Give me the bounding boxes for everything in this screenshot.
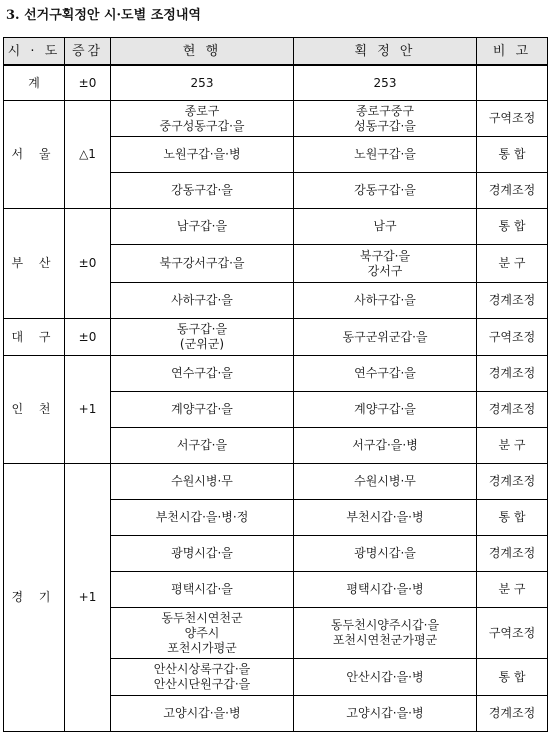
total-row (4, 65, 548, 101)
current-cell: 광명시갑·을 (111, 536, 294, 572)
note-cell: 분 구 (477, 245, 548, 283)
current-cell: 서구갑·을 (111, 428, 294, 464)
note-cell: 분 구 (477, 428, 548, 464)
table-row (4, 209, 548, 245)
total-current: 253 (111, 65, 294, 101)
current-cell: 종로구 중구성동구갑·을 (111, 101, 294, 137)
proposed-cell: 동구군위군갑·을 (294, 319, 477, 356)
total-proposed: 253 (294, 65, 477, 101)
header-change: 증감 (65, 38, 111, 66)
table-body (4, 65, 548, 732)
current-cell: 부천시갑·을·병·정 (111, 500, 294, 536)
sido-cell: 대 구 (4, 319, 65, 356)
note-cell: 경계조정 (477, 464, 548, 500)
proposed-cell: 안산시갑·을·병 (294, 659, 477, 696)
note-cell: 경계조정 (477, 356, 548, 392)
proposed-cell: 부천시갑·을·병 (294, 500, 477, 536)
proposed-cell: 사하구갑·을 (294, 283, 477, 319)
document-title: 3. 선거구획정안 시·도별 조정내역 (6, 8, 201, 23)
current-cell: 동구갑·을 (군위군) (111, 319, 294, 356)
header-note: 비 고 (477, 38, 548, 66)
current-cell: 사하구갑·을 (111, 283, 294, 319)
proposed-cell: 광명시갑·을 (294, 536, 477, 572)
note-cell: 구역조정 (477, 101, 548, 137)
proposed-cell: 강동구갑·을 (294, 173, 477, 209)
header-current: 현 행 (111, 38, 294, 66)
current-cell: 안산시상록구갑·을 안산시단원구갑·을 (111, 659, 294, 696)
note-cell: 통 합 (477, 659, 548, 696)
table-row (4, 464, 548, 500)
total-change: ±0 (65, 65, 111, 101)
current-cell: 계양구갑·을 (111, 392, 294, 428)
current-cell: 강동구갑·을 (111, 173, 294, 209)
change-cell: △1 (65, 101, 111, 209)
note-cell: 통 합 (477, 209, 548, 245)
table-row (4, 101, 548, 137)
sido-cell: 서 울 (4, 101, 65, 209)
header-row (4, 38, 548, 66)
note-cell: 경계조정 (477, 283, 548, 319)
current-cell: 고양시갑·을·병 (111, 696, 294, 732)
proposed-cell: 북구갑·을 강서구 (294, 245, 477, 283)
adjustment-table (3, 37, 548, 732)
change-cell: ±0 (65, 209, 111, 319)
proposed-cell: 수원시병·무 (294, 464, 477, 500)
total-note (477, 65, 548, 101)
change-cell: +1 (65, 464, 111, 732)
note-cell: 구역조정 (477, 608, 548, 659)
proposed-cell: 계양구갑·을 (294, 392, 477, 428)
current-cell: 평택시갑·을 (111, 572, 294, 608)
current-cell: 수원시병·무 (111, 464, 294, 500)
note-cell: 경계조정 (477, 536, 548, 572)
sido-cell: 경 기 (4, 464, 65, 732)
total-sido: 계 (4, 65, 65, 101)
note-cell: 구역조정 (477, 319, 548, 356)
proposed-cell: 평택시갑·을·병 (294, 572, 477, 608)
note-cell: 통 합 (477, 137, 548, 173)
sido-cell: 부 산 (4, 209, 65, 319)
change-cell: +1 (65, 356, 111, 464)
note-cell: 통 합 (477, 500, 548, 536)
change-cell: ±0 (65, 319, 111, 356)
note-cell: 경계조정 (477, 696, 548, 732)
proposed-cell: 동두천시양주시갑·을 포천시연천군가평군 (294, 608, 477, 659)
current-cell: 연수구갑·을 (111, 356, 294, 392)
proposed-cell: 노원구갑·을 (294, 137, 477, 173)
current-cell: 동두천시연천군 양주시 포천시가평군 (111, 608, 294, 659)
note-cell: 분 구 (477, 572, 548, 608)
current-cell: 남구갑·을 (111, 209, 294, 245)
proposed-cell: 서구갑·을·병 (294, 428, 477, 464)
header-sido: 시 · 도 (4, 38, 65, 66)
proposed-cell: 고양시갑·을·병 (294, 696, 477, 732)
note-cell: 경계조정 (477, 392, 548, 428)
proposed-cell: 남구 (294, 209, 477, 245)
proposed-cell: 종로구중구 성동구갑·을 (294, 101, 477, 137)
current-cell: 북구강서구갑·을 (111, 245, 294, 283)
current-cell: 노원구갑·을·병 (111, 137, 294, 173)
proposed-cell: 연수구갑·을 (294, 356, 477, 392)
table-row (4, 319, 548, 356)
sido-cell: 인 천 (4, 356, 65, 464)
header-proposed: 획 정 안 (294, 38, 477, 66)
table-row (4, 356, 548, 392)
note-cell: 경계조정 (477, 173, 548, 209)
